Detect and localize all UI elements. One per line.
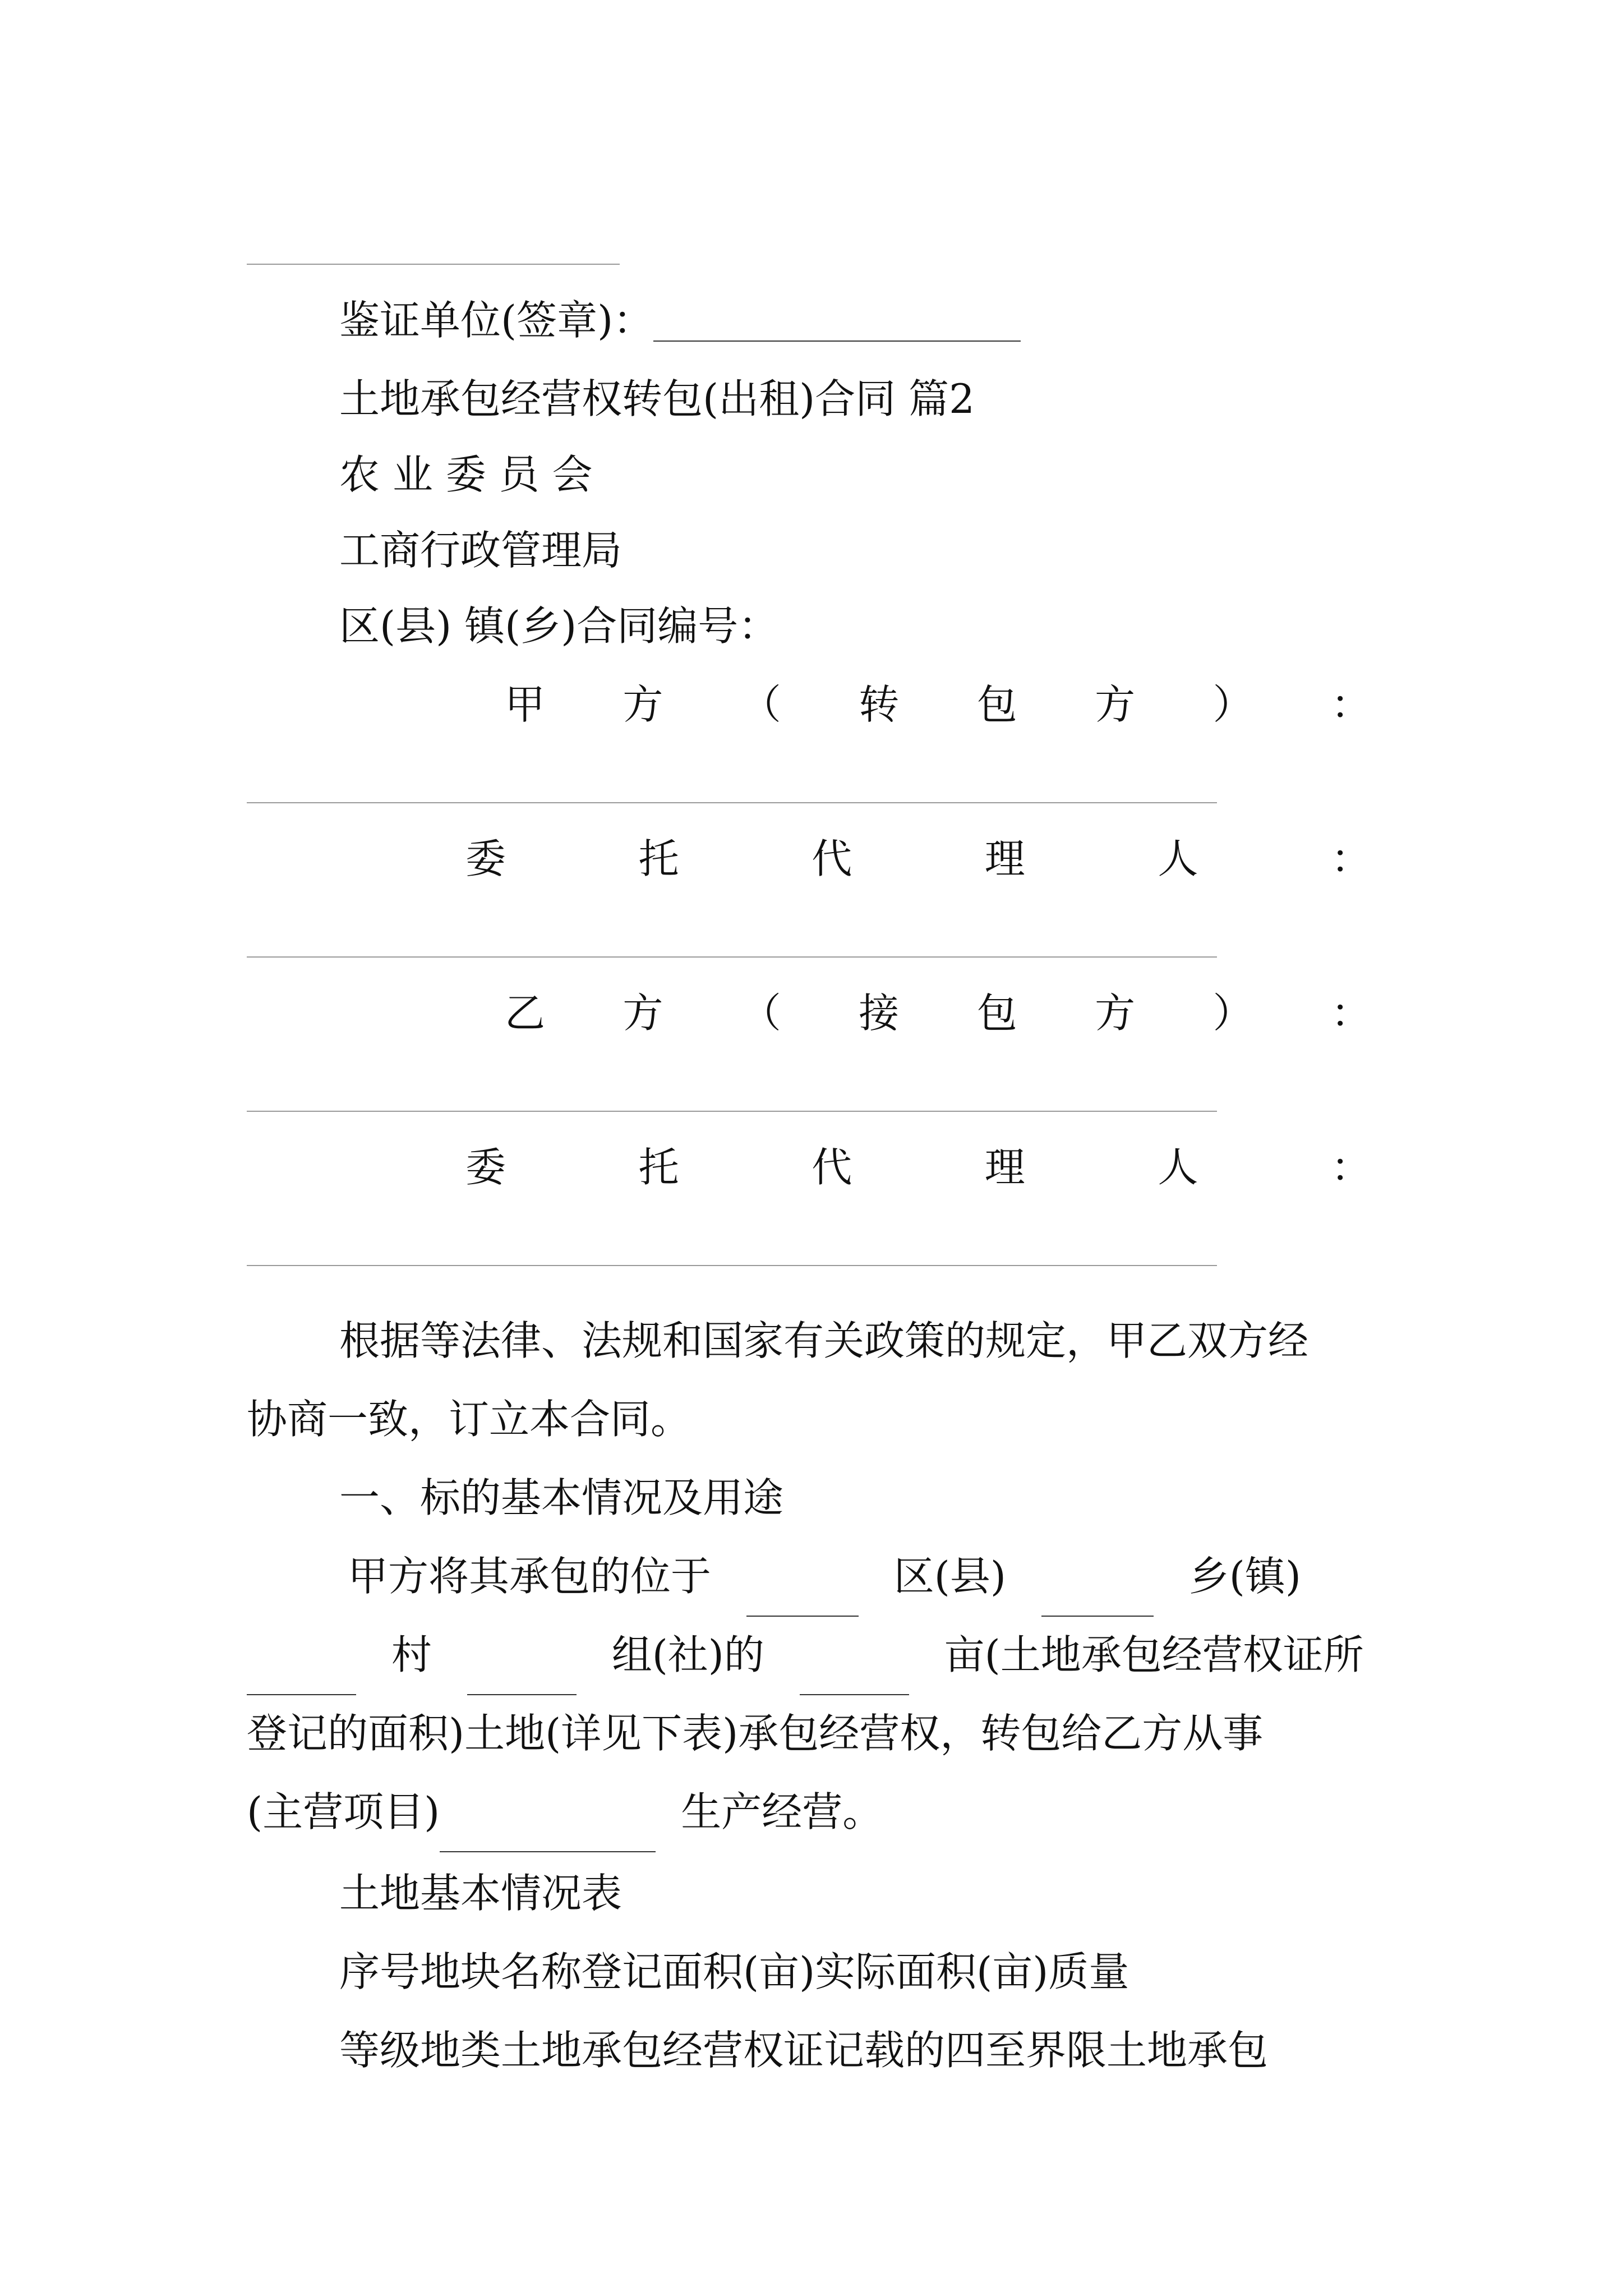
project-field[interactable] [440,1773,656,1852]
char: ） [1212,990,1253,1037]
township-field[interactable] [1041,1537,1154,1617]
location-line-3: 登记的面积)土地(详见下表)承包经营权，转包给乙方从事 [247,1710,1264,1757]
char: 方 [623,990,663,1037]
agent-b-field[interactable] [247,1265,1217,1266]
contract-title: 土地承包经营权转包(出租)合同 篇2 [339,375,975,422]
party-a-label [505,681,1371,728]
group-field[interactable] [467,1616,577,1695]
area-field[interactable] [800,1616,909,1695]
table-header-1: 序号地块名称登记面积(亩)实际面积(亩)质量 [339,1948,1129,1995]
char: 转 [859,681,900,728]
text: 甲方将其承包的位于 [348,1553,712,1600]
top-divider [247,264,620,265]
char: 人 [1158,835,1198,882]
char: 托 [638,835,679,882]
char: ： [1330,681,1371,728]
text: 生产经营。 [681,1788,883,1835]
char: ） [1212,681,1253,728]
text: (主营项目) [247,1788,440,1835]
char: 包 [976,681,1017,728]
org-commerce: 工商行政管理局 [339,527,623,574]
char: ： [1330,990,1371,1037]
char: ： [1330,835,1371,882]
village-field[interactable] [247,1616,356,1695]
char: 包 [976,990,1017,1037]
agent-a-field[interactable] [247,956,1217,958]
verify-label: 鉴证单位(签章)： [339,297,654,344]
text: 组(社)的 [611,1631,764,1678]
char: 代 [811,835,852,882]
char: 方 [1095,990,1136,1037]
char: 托 [638,1144,679,1191]
agent-a-label [465,835,1371,882]
char: 方 [1095,681,1136,728]
char: 理 [984,1144,1025,1191]
char: 理 [984,835,1025,882]
text: 区(县) [893,1553,1006,1600]
location-line-4 [247,1773,883,1852]
char: 委 [465,835,506,882]
table-header-2: 等级地类土地承包经营权证记载的四至界限土地承包 [339,2027,1269,2074]
char: 乙 [505,990,546,1037]
location-line-1 [348,1537,1301,1617]
char: 委 [465,1144,506,1191]
char: 代 [811,1144,852,1191]
contract-number: 区(县) 镇(乡)合同编号： [339,602,779,650]
text: 乡(镇) [1188,1553,1301,1600]
intro-line-1: 根据等法律、法规和国家有关政策的规定，甲乙双方经 [339,1317,1309,1364]
agent-b-label [465,1144,1371,1191]
party-b-label [505,990,1371,1037]
intro-line-2: 协商一致，订立本合同。 [247,1396,691,1443]
char: ： [1330,1144,1371,1191]
location-line-2 [247,1616,1364,1695]
char: 甲 [505,681,546,728]
org-agriculture: 农 业 委 员 会 [339,451,593,498]
char: 方 [623,681,663,728]
party-a-field[interactable] [247,802,1217,803]
char: 人 [1158,1144,1198,1191]
char: （ [740,990,781,1037]
text: 亩(土地承包经营权证所 [944,1631,1364,1678]
district-field[interactable] [746,1537,859,1617]
verify-signature-field[interactable] [653,300,1021,342]
char: 接 [859,990,900,1037]
text: 村 [391,1631,432,1678]
section-heading: 一、标的基本情况及用途 [339,1474,784,1521]
party-b-field[interactable] [247,1111,1217,1112]
verify-line [339,297,1021,344]
char: （ [740,681,781,728]
table-title: 土地基本情况表 [339,1870,623,1917]
